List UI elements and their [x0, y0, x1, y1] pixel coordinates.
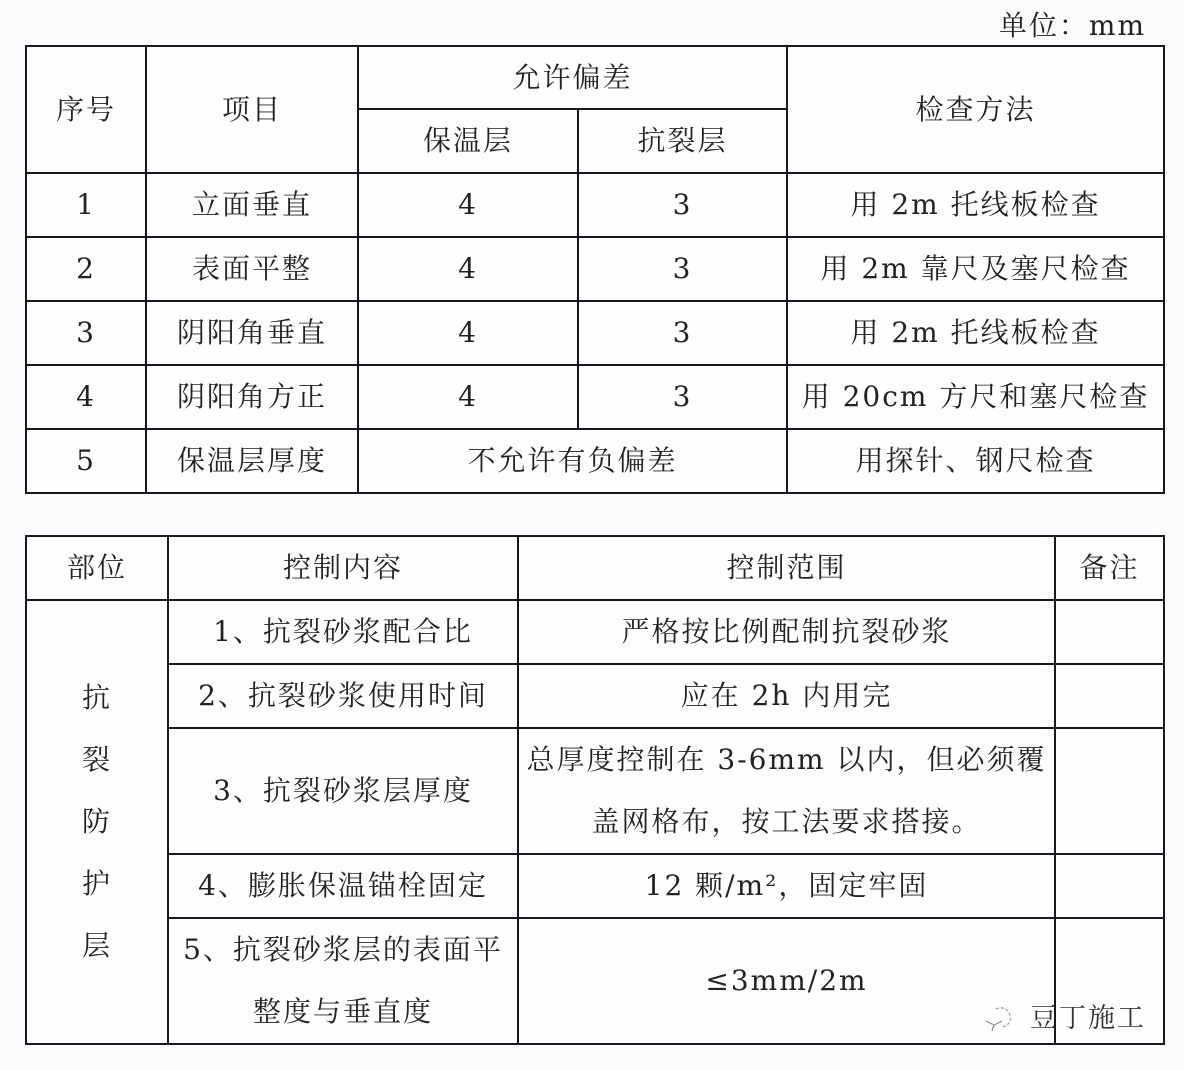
part-char: 裂: [81, 743, 112, 776]
header-content: 控制内容: [168, 536, 518, 600]
cell-index: 1: [26, 173, 146, 237]
cell-anticrack: 3: [578, 173, 787, 237]
cell-part-merged: [26, 600, 168, 1044]
cell-content: 1、抗裂砂浆配合比: [168, 600, 518, 664]
range-line: 总厚度控制在 3-6mm 以内，但必须覆: [526, 743, 1047, 776]
table-row: [26, 429, 1164, 493]
cell-index: 2: [26, 237, 146, 301]
cell-method: 用 2m 靠尺及塞尺检查: [787, 237, 1164, 301]
cell-content: 4、膨胀保温锚栓固定: [168, 854, 518, 918]
cell-item: 立面垂直: [146, 173, 358, 237]
part-char: 抗: [81, 681, 112, 714]
cell-tolerance-merged: 不允许有负偏差: [358, 429, 787, 493]
cell-index: 3: [26, 301, 146, 365]
cell-content: [168, 918, 518, 1044]
cell-method: 用 2m 托线板检查: [787, 173, 1164, 237]
table-row: [26, 301, 1164, 365]
cell-content: 3、抗裂砂浆层厚度: [168, 728, 518, 854]
cell-insulation: 4: [358, 301, 578, 365]
header-anticrack: 抗裂层: [578, 109, 787, 173]
cell-index: 4: [26, 365, 146, 429]
header-part: 部位: [26, 536, 168, 600]
tolerance-table: [25, 45, 1165, 494]
part-char: 层: [81, 929, 112, 962]
table-row: [26, 854, 1164, 918]
cell-range: [518, 728, 1055, 854]
content-line: 5、抗裂砂浆层的表面平: [183, 933, 503, 966]
table-row: [26, 173, 1164, 237]
cell-item: 阴阳角垂直: [146, 301, 358, 365]
cell-range: ≤3mm/2m: [518, 918, 1055, 1044]
header-item: 项目: [146, 46, 358, 173]
header-remark: 备注: [1055, 536, 1164, 600]
watermark-text: 豆丁施工: [1030, 1003, 1146, 1034]
cell-insulation: 4: [358, 365, 578, 429]
cell-index: 5: [26, 429, 146, 493]
table-header-row: [26, 536, 1164, 600]
cell-insulation: 4: [358, 237, 578, 301]
header-method: 检查方法: [787, 46, 1164, 173]
cell-method: 用 20cm 方尺和塞尺检查: [787, 365, 1164, 429]
cell-anticrack: 3: [578, 237, 787, 301]
cell-remark: [1055, 664, 1164, 728]
content-line: 整度与垂直度: [252, 995, 433, 1028]
control-table: [25, 535, 1165, 1045]
table-row: [26, 365, 1164, 429]
cell-anticrack: 3: [578, 365, 787, 429]
header-tolerance: 允许偏差: [358, 46, 787, 109]
cell-range: 12 颗/m²，固定牢固: [518, 854, 1055, 918]
cell-method: 用探针、钢尺检查: [787, 429, 1164, 493]
part-char: 防: [81, 805, 112, 838]
cell-remark: [1055, 600, 1164, 664]
cell-remark: [1055, 728, 1164, 854]
cell-item: 阴阳角方正: [146, 365, 358, 429]
table-header-row: [26, 46, 1164, 109]
table-row: [26, 237, 1164, 301]
wechat-logo-icon: [980, 999, 1020, 1033]
range-line: 盖网格布，按工法要求搭接。: [591, 805, 982, 838]
header-insulation: 保温层: [358, 109, 578, 173]
cell-anticrack: 3: [578, 301, 787, 365]
part-char: 护: [81, 867, 112, 900]
cell-item: 表面平整: [146, 237, 358, 301]
header-range: 控制范围: [518, 536, 1055, 600]
cell-insulation: 4: [358, 173, 578, 237]
table-row: [26, 664, 1164, 728]
cell-method: 用 2m 托线板检查: [787, 301, 1164, 365]
table-row: [26, 728, 1164, 854]
watermark: [980, 996, 1146, 1035]
cell-remark: [1055, 854, 1164, 918]
unit-label: 单位：mm: [998, 9, 1146, 42]
cell-range: 严格按比例配制抗裂砂浆: [518, 600, 1055, 664]
cell-item: 保温层厚度: [146, 429, 358, 493]
table-row: [26, 600, 1164, 664]
cell-content: 2、抗裂砂浆使用时间: [168, 664, 518, 728]
header-index: 序号: [26, 46, 146, 173]
cell-range: 应在 2h 内用完: [518, 664, 1055, 728]
